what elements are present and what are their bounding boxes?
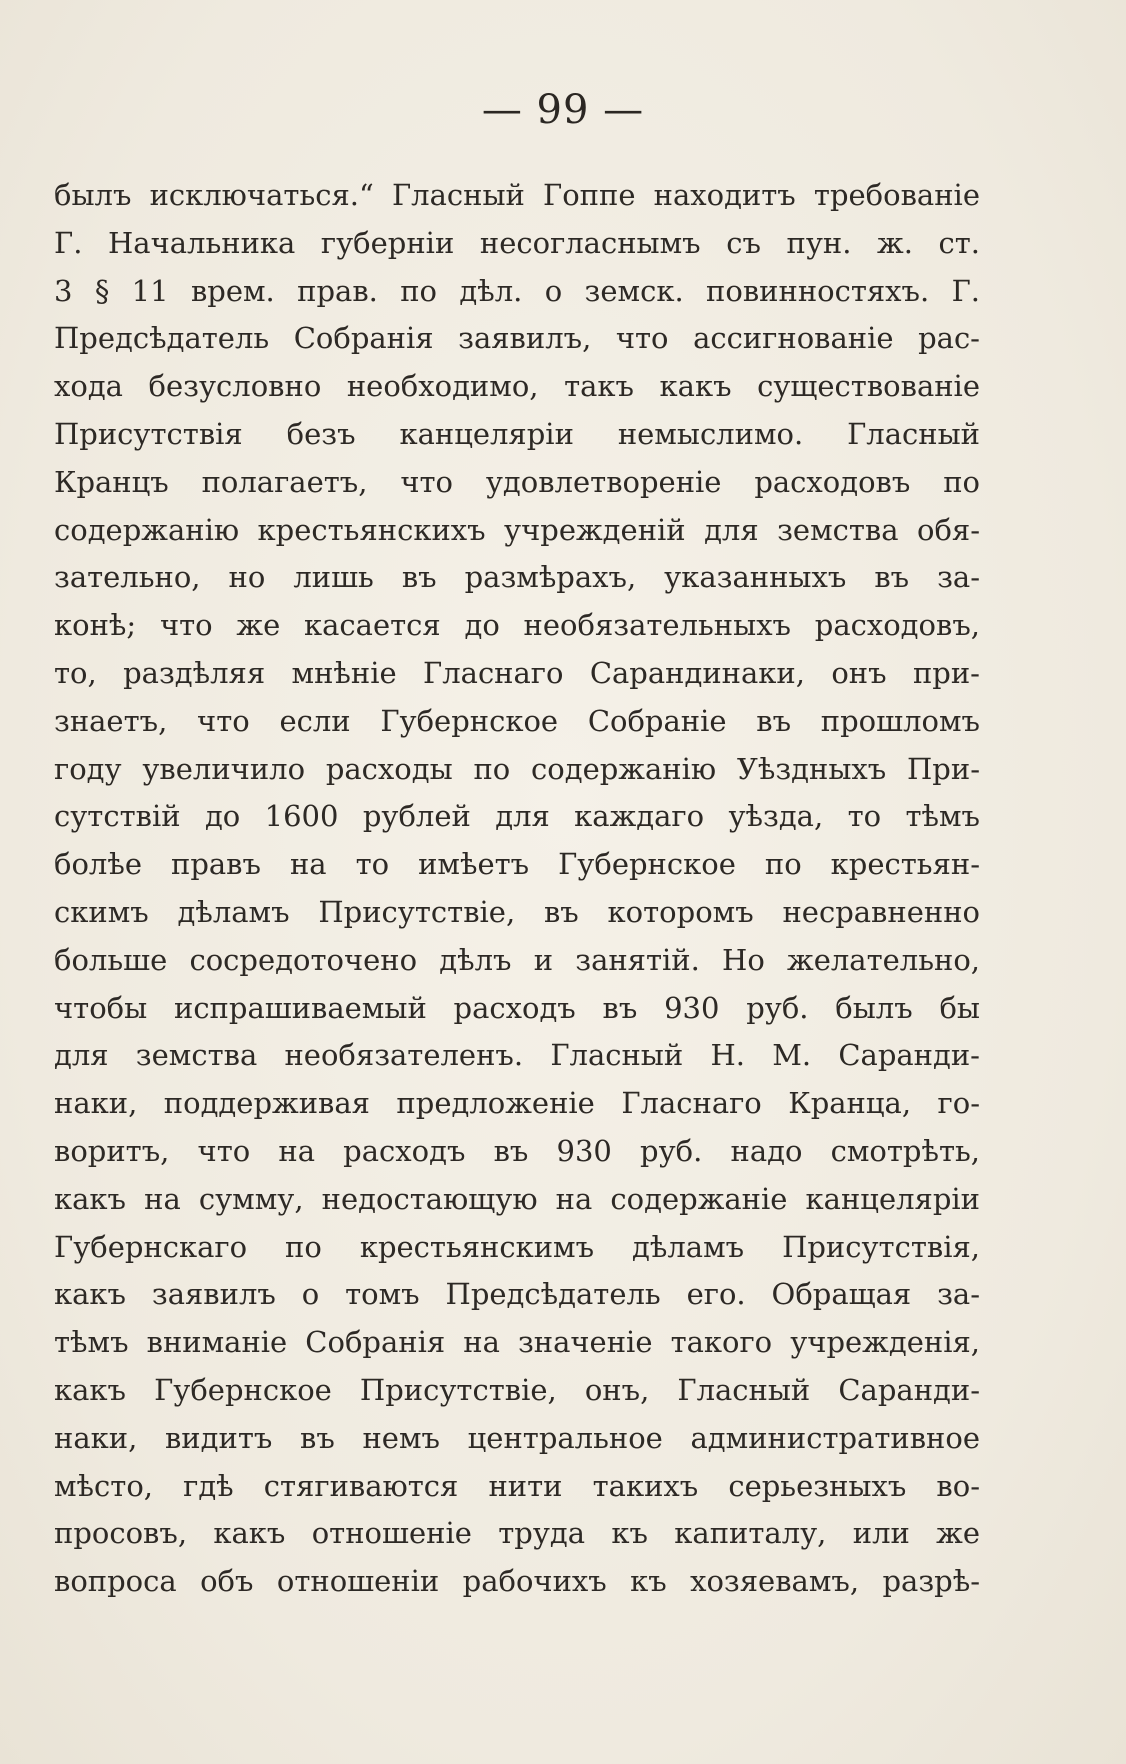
text-line: вопроса объ отношеніи рабочихъ къ хозяевамъ, разрѣ- xyxy=(54,1564,980,1599)
text-line: воритъ, что на расходъ въ 930 руб. надо смотрѣть, xyxy=(54,1133,980,1168)
text-line: былъ исключаться.“ Гласный Гоппе находитъ требованіе xyxy=(54,178,980,212)
text-line: больше сосредоточено дѣлъ и занятій. Но желательно, xyxy=(54,942,980,977)
text-line: знаетъ, что если Губернское Собраніе въ прошломъ xyxy=(54,703,980,738)
text-line: Губернскаго по крестьянскимъ дѣламъ Присутствія, xyxy=(54,1229,980,1264)
text-line: то, раздѣляя мнѣніе Гласнаго Сарандинаки, онъ при- xyxy=(54,655,980,690)
text-line: мѣсто, гдѣ стягиваются нити такихъ серьезныхъ во- xyxy=(54,1468,980,1503)
text-line: скимъ дѣламъ Присутствіе, въ которомъ несравненно xyxy=(54,894,980,929)
text-line: какъ заявилъ о томъ Предсѣдатель его. Обращая за- xyxy=(54,1277,980,1312)
text-line: Кранцъ полагаетъ, что удовлетвореніе расходовъ по xyxy=(54,464,980,499)
text-line: году увеличило расходы по содержанію Уѣздныхъ При- xyxy=(54,751,980,786)
text-line: для земства необязателенъ. Гласный Н. М. Саранди- xyxy=(54,1038,980,1073)
page-number: — 99 — xyxy=(481,87,645,133)
text-line: Присутствія безъ канцеляріи немыслимо. Гласный xyxy=(54,416,980,451)
text-line: какъ Губернское Присутствіе, онъ, Гласный Саранди- xyxy=(54,1372,980,1407)
text-line: болѣе правъ на то имѣетъ Губернское по крестьян- xyxy=(54,847,980,882)
text-line: наки, видитъ въ немъ центральное административное xyxy=(54,1420,980,1455)
text-line: хода безусловно необходимо, такъ какъ существованіе xyxy=(54,369,980,404)
text-line: Предсѣдатель Собранія заявилъ, что ассигнованіе рас- xyxy=(54,321,980,356)
text-line: тѣмъ вниманіе Собранія на значеніе такого учрежденія, xyxy=(54,1325,980,1360)
text-line: просовъ, какъ отношеніе труда къ капиталу, или же xyxy=(54,1516,980,1551)
text-line: какъ на сумму, недостающую на содержаніе канцеляріи xyxy=(54,1181,980,1216)
body-text xyxy=(54,172,980,1606)
text-line: Г. Начальника губерніи несогласнымъ съ пун. ж. ст. xyxy=(54,225,980,260)
text-line: зательно, но лишь въ размѣрахъ, указанныхъ въ за- xyxy=(54,560,980,595)
text-line: сутствій до 1600 рублей для каждаго уѣзда, то тѣмъ xyxy=(54,799,980,834)
text-line: содержанію крестьянскихъ учрежденій для земства обя- xyxy=(54,512,980,547)
text-line: чтобы испрашиваемый расходъ въ 930 руб. былъ бы xyxy=(54,990,980,1025)
text-line: конѣ; что же касается до необязательныхъ расходовъ, xyxy=(54,608,980,643)
text-line: 3 § 11 врем. прав. по дѣл. о земск. повинностяхъ. Г. xyxy=(54,273,980,308)
text-line: наки, поддерживая предложеніе Гласнаго Кранца, го- xyxy=(54,1086,980,1121)
